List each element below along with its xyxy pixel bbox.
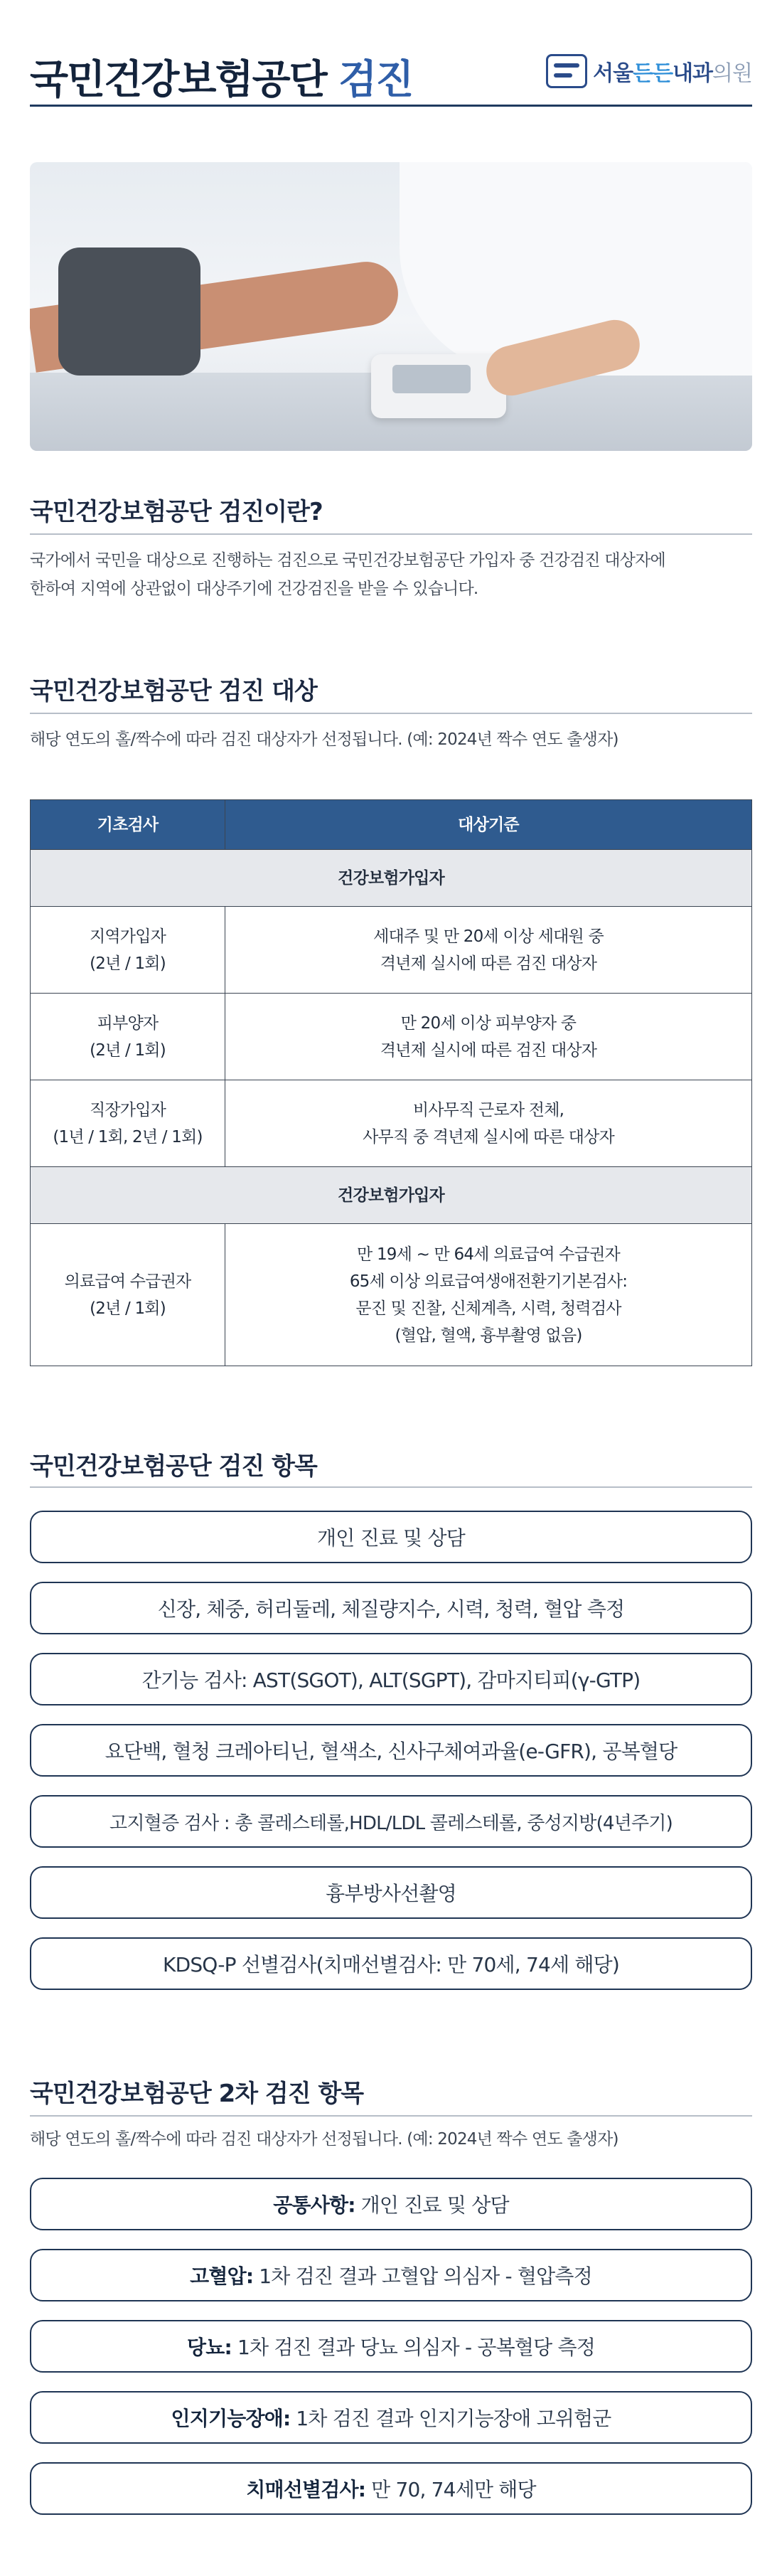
- target-divider: [30, 713, 752, 714]
- list-item: 간기능 검사: AST(SGOT), ALT(SGPT), 감마지티피(γ-GTP): [30, 1653, 752, 1705]
- table-group-label: 건강보험가입자: [31, 1167, 752, 1224]
- item-text: 만 70, 74세만 해당: [371, 2478, 536, 2501]
- cell-line: 만 19세 ~ 만 64세 의료급여 수급권자: [357, 1245, 620, 1264]
- cell-line: 직장가입자: [89, 1100, 166, 1119]
- cell-line: 격년제 실시에 따른 검진 대상자: [380, 1040, 597, 1060]
- hero-bp-cuff: [58, 248, 200, 376]
- table-row: [31, 907, 752, 994]
- logo-part-3: 내과: [673, 61, 713, 86]
- table-group-label: 건강보험가입자: [31, 850, 752, 907]
- table-group-row: [31, 850, 752, 907]
- clinic-logo-text: [593, 55, 752, 87]
- table-cell-type: [31, 1080, 225, 1167]
- secondary-title: 국민건강보험공단 2차 검진 항목: [30, 2080, 364, 2108]
- cell-line: (1년 / 1회, 2년 / 1회): [53, 1127, 203, 1146]
- item-label: 치매선별검사:: [246, 2478, 366, 2501]
- page-header: [30, 43, 752, 107]
- logo-part-1: 서울: [593, 61, 633, 86]
- item-label: 고혈압:: [190, 2264, 254, 2288]
- intro-line-1: 국가에서 국민을 대상으로 진행하는 검진으로 국민건강보험공단 가입자 중 건강검진 대상자에: [30, 551, 665, 570]
- items-divider: [30, 1486, 752, 1488]
- table-header-basic: 기초검사: [31, 800, 225, 850]
- logo-part-4: 의원: [712, 61, 752, 86]
- page-title-accent: 검진: [338, 57, 413, 103]
- item-text: 개인 진료 및 상담: [360, 2193, 509, 2217]
- item-label: 당뇨:: [187, 2336, 232, 2359]
- target-desc: 해당 연도의 홀/짝수에 따라 검진 대상자가 선정됩니다. (예: 2024년 짝수 연도 출생자): [30, 730, 618, 749]
- list-item: [30, 2249, 752, 2301]
- list-item: 흉부방사선촬영: [30, 1866, 752, 1919]
- hero-photo: [30, 162, 752, 451]
- table-cell-type: [31, 994, 225, 1080]
- table-cell-criteria: [225, 907, 752, 994]
- intro-title: 국민건강보험공단 검진이란?: [30, 498, 323, 526]
- cell-line: 피부양자: [97, 1013, 159, 1033]
- table-row: [31, 1080, 752, 1167]
- cell-line: 격년제 실시에 따른 검진 대상자: [380, 954, 597, 973]
- cell-line: (2년 / 1회): [90, 1040, 166, 1060]
- table-cell-type: [31, 1224, 225, 1366]
- intro-text: [30, 546, 752, 603]
- target-table: [30, 799, 752, 1366]
- table-cell-criteria: [225, 1080, 752, 1167]
- table-row: [31, 994, 752, 1080]
- table-cell-criteria: [225, 994, 752, 1080]
- item-text: 1차 검진 결과 고혈압 의심자 - 혈압측정: [259, 2264, 592, 2288]
- list-item: KDSQ-P 선별검사(치매선별검사: 만 70세, 74세 해당): [30, 1937, 752, 1990]
- page-title: [30, 48, 412, 105]
- cell-line: (2년 / 1회): [90, 954, 166, 973]
- item-label: 인지기능장애:: [171, 2407, 291, 2430]
- table-header-row: [31, 800, 752, 850]
- table-cell-type: [31, 907, 225, 994]
- cell-line: 65세 이상 의료급여생애전환기기본검사:: [349, 1272, 628, 1291]
- hero-bp-monitor: [371, 354, 506, 418]
- cell-line: 문진 및 진찰, 신체계측, 시력, 청력검사: [355, 1299, 621, 1318]
- list-item: [30, 2320, 752, 2373]
- hero-monitor-screen: [392, 365, 471, 393]
- item-label: 공통사항:: [273, 2193, 355, 2217]
- item-text: 1차 검진 결과 인지기능장애 고위험군: [296, 2407, 611, 2430]
- cell-line: (2년 / 1회): [90, 1299, 166, 1318]
- cell-line: 의료급여 수급권자: [64, 1272, 191, 1291]
- item-text: 1차 검진 결과 당뇨 의심자 - 공복혈당 측정: [237, 2336, 595, 2359]
- table-cell-criteria: [225, 1224, 752, 1366]
- table-group-row: [31, 1167, 752, 1224]
- list-item: [30, 2391, 752, 2444]
- clinic-logo-icon: [546, 54, 587, 88]
- secondary-desc: 해당 연도의 홀/짝수에 따라 검진 대상자가 선정됩니다. (예: 2024년 짝수 연도 출생자): [30, 2130, 618, 2149]
- cell-line: 지역가입자: [89, 927, 166, 946]
- cell-line: 만 20세 이상 피부양자 중: [400, 1013, 577, 1033]
- intro-line-2: 한하여 지역에 상관없이 대상주기에 건강검진을 받을 수 있습니다.: [30, 580, 478, 598]
- list-item: [30, 2462, 752, 2515]
- items-title: 국민건강보험공단 검진 항목: [30, 1452, 317, 1481]
- cell-line: 세대주 및 만 20세 이상 세대원 중: [373, 927, 604, 946]
- target-title: 국민건강보험공단 검진 대상: [30, 677, 317, 706]
- clinic-logo: [546, 54, 752, 88]
- cell-line: (혈압, 혈액, 흉부촬영 없음): [395, 1326, 582, 1345]
- list-item: 개인 진료 및 상담: [30, 1511, 752, 1563]
- logo-part-2: 든든: [633, 61, 673, 86]
- table-header-criteria: 대상기준: [225, 800, 752, 850]
- list-item: 신장, 체중, 허리둘레, 체질량지수, 시력, 청력, 혈압 측정: [30, 1582, 752, 1634]
- table-row: [31, 1224, 752, 1366]
- list-item: [30, 2178, 752, 2230]
- list-item: 고지혈증 검사 : 총 콜레스테롤,HDL/LDL 콜레스테롤, 중성지방(4년주기): [30, 1795, 752, 1848]
- secondary-divider: [30, 2115, 752, 2117]
- cell-line: 사무직 중 격년제 실시에 따른 대상자: [363, 1127, 614, 1146]
- page-title-main: 국민건강보험공단: [30, 57, 326, 103]
- list-item: 요단백, 혈청 크레아티닌, 혈색소, 신사구체여과율(e-GFR), 공복혈당: [30, 1724, 752, 1777]
- intro-divider: [30, 533, 752, 535]
- cell-line: 비사무직 근로자 전체,: [412, 1100, 564, 1119]
